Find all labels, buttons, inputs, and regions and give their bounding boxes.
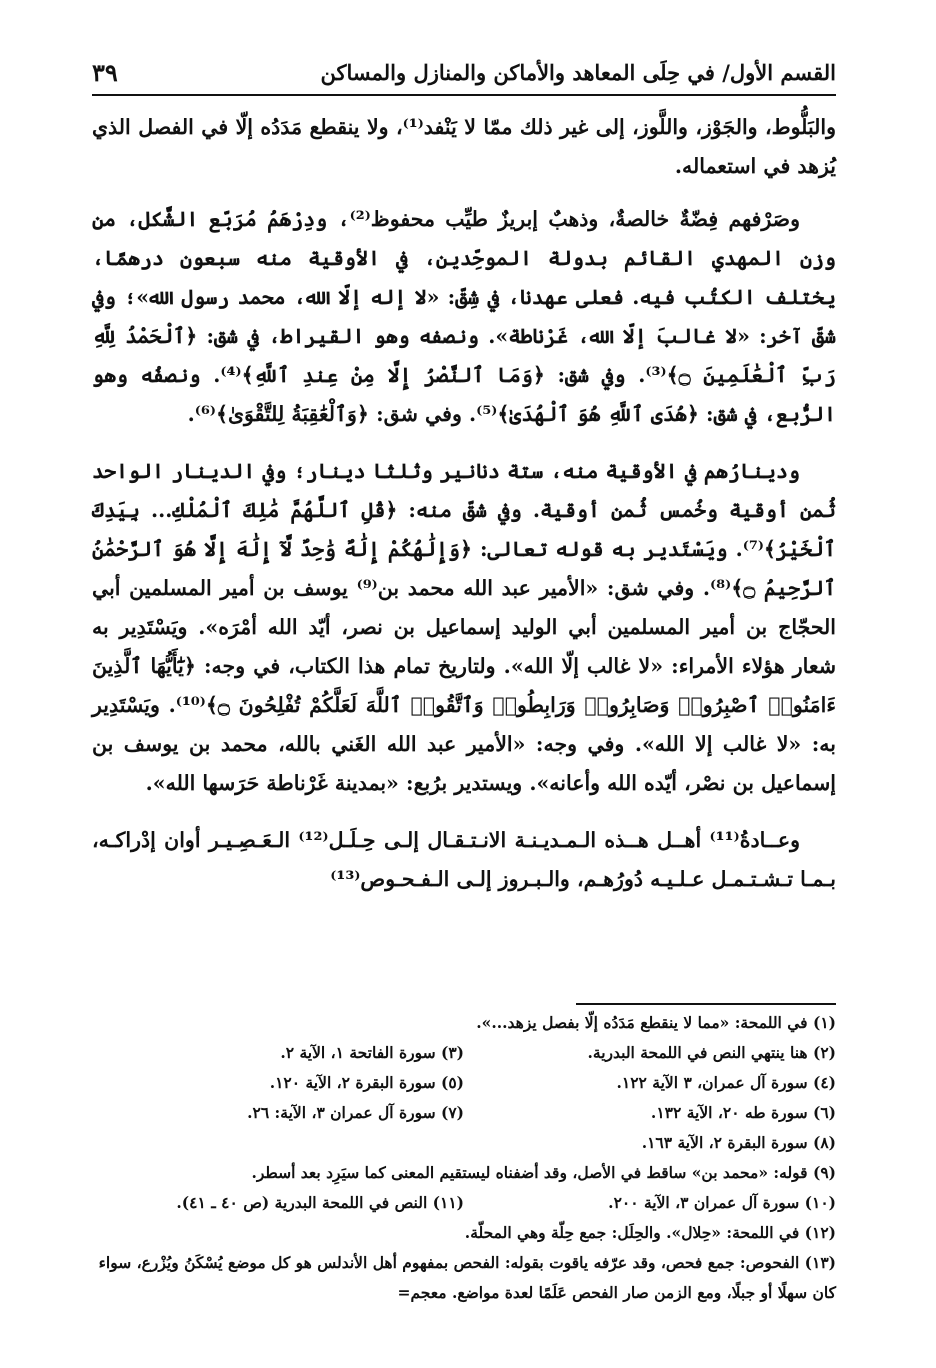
footnote: (٨) سورة البقرة ٢، الآية ١٦٣. — [641, 1133, 836, 1152]
footnote-line — [92, 1098, 836, 1128]
footnote-line — [92, 1038, 836, 1068]
footnote-line — [92, 1188, 836, 1218]
footnote: (٥) سورة البقرة ٢، الآية ١٢٠. — [269, 1073, 464, 1092]
running-header — [92, 52, 836, 92]
paragraph: وعــادةُ⁽¹¹⁾ أهــل هــذه الـمـديـنـة الانـتـقـال إلـى حِـلَـل⁽¹²⁾ الـعَـصِـيـر أوان إدْراكـه، بـمـا تـشـتـمـل عـلـيـه دُورُهـم، والـبـروز إلـى الـفـحـوص⁽¹³⁾ — [92, 828, 836, 891]
page-number: ٣٩ — [92, 57, 118, 87]
paragraph: وصَرْفهم فِضّةٌ خالصةٌ، وذهبٌ إبريزٌ طيِّب محفوظ⁽²⁾، ودِرْهَمُ مُرَبّع الشَّكل، من وزن المهدي القائم بدولة الموحِّدين، في الأوقية منه سبعون درهمًا، يختلف الكتُب فيه. فعلى عهدنا، في شِقّ: «لا إله إلّا الله، محمد رسول الله»؛ وفي شقّ آخر: «لا غالبَ إلّا الله، غَرْناطة». ونصفه وهو القيراط، في شق: ﴿ٱلْحَمْدُ لِلَّهِ رَبِّ ٱلْعَٰلَمِينَ ۝﴾⁽³⁾. وفي شق: ﴿وَمَا ٱلنَّصْرُ إِلَّا مِنْ عِندِ ٱللَّهِ﴾⁽⁴⁾. ونصفُه وهو الرُّبع، في شق: ﴿هُدَى ٱللَّهِ هُوَ ٱلْهُدَىٰ﴾⁽⁵⁾. وفي شق: ﴿وَٱلْعَٰقِبَةُ لِلتَّقْوَىٰ﴾⁽⁶⁾. — [92, 207, 836, 426]
footnote: (٦) سورة طه ٢٠، الآية ١٣٢. — [650, 1103, 836, 1122]
footnote-rule — [576, 1003, 836, 1005]
footnote: (١١) النص في اللمحة البدرية (ص ٤٠ ـ ٤١). — [176, 1193, 464, 1212]
main-text — [92, 108, 836, 917]
footnote: (٩) قوله: «محمد بن» ساقط في الأصل، وقد أضفناه ليستقيم المعنى كما سيَرِد بعد أسطر. — [251, 1163, 836, 1182]
paragraph: ودينارُهم في الأوقية منه، ستة دنانير وثلثا دينار؛ وفي الدينار الواحد ثُمن أوقية وخُمس ثُمن أوقية. وفي شقّ منه: ﴿قُلِ ٱللَّهُمَّ مَٰلِكَ ٱلْمُلْكِ... بِيَدِكَ ٱلْخَيْرُ﴾⁽⁷⁾. ويَسْتَدير به قوله تعالى: ﴿وَإِلَٰهُكُمْ إِلَٰهٌ وَٰحِدٌ لَّآ إِلَٰهَ إِلَّا هُوَ ٱلرَّحْمَٰنُ ٱلرَّحِيمُ ۝﴾⁽⁸⁾. وفي شق: «الأمير عبد الله محمد بن⁽⁹⁾ يوسف بن أمير المسلمين أبي الحجّاج بن أمير المسلمين أبي الوليد إسماعيل بن نصر، أيّد الله أمْرَه». ويَسْتَدِير به شعار هؤلاء الأمراء: «لا غالب إلّا الله». ولتاريخ تمام هذا الكتاب، في وجه: ﴿يَٰٓأَيُّهَا ٱلَّذِينَ ءَامَنُوا۟ ٱصْبِرُوا۟ وَصَابِرُوا۟ وَرَابِطُوا۟ وَٱتَّقُوا۟ ٱللَّهَ لَعَلَّكُمْ تُفْلِحُونَ ۝﴾⁽¹⁰⁾. ويَسْتَدِير به: «لا غالب إلا الله». وفي وجه: «الأمير عبد الله الغَني بالله، محمد بن يوسف بن إسماعيل بن نصْر، أيّده الله وأعانه». ويستدير برُبع: «بمدينة غَرْناطة حَرَسها الله». — [92, 459, 836, 795]
footnote: (١) في اللمحة: «مما لا ينقطع مَدَدُه إلّا بفصل يزهد...». — [476, 1013, 836, 1032]
footnote-line — [92, 1008, 836, 1038]
footnote: (١٠) سورة آل عمران ٣، الآية ٢٠٠. — [608, 1193, 836, 1212]
footnote: (٣) سورة الفاتحة ١، الآية ٢. — [280, 1043, 464, 1062]
footnote-line — [92, 1068, 836, 1098]
footnotes — [92, 1008, 836, 1308]
footnote-line — [92, 1248, 836, 1308]
footnote-line — [92, 1218, 836, 1248]
footnote-line — [92, 1128, 836, 1158]
header-title: القسم الأول/ في حِلَى المعاهد والأماكن والمنازل والمساكن — [320, 59, 836, 85]
footnote: (٢) هنا ينتهي النص في اللمحة البدرية. — [587, 1043, 836, 1062]
footnote: (١٣) الفحوص: جمع فحص، وقد عرّفه ياقوت بقوله: الفحص بمفهوم أهل الأندلس هو كل موضع يُسْكَنُ ويُزْرع، سواء كان سهلًا أو جبلًا، ومع الزمن صار الفحص عَلَمًا لعدة مواضع. معجم= — [98, 1253, 836, 1302]
header-rule — [92, 94, 836, 96]
footnote: (١٢) في اللمحة: «حِلال». والحِلَل: جمع حِلّة وهي المحلّة. — [464, 1223, 836, 1242]
footnote: (٧) سورة آل عمران ٣، الآية: ٢٦. — [247, 1103, 464, 1122]
footnote: (٤) سورة آل عمران، ٣ الآية ١٢٢. — [616, 1073, 836, 1092]
footnote-line — [92, 1158, 836, 1188]
paragraph: والبَلُّوط، والجَوْز، واللَّوز، إلى غير ذلك ممّا لا يَنْفد⁽¹⁾، ولا ينقطع مَدَدُه إلّا في الفصل الذي يُزهد في استعماله. — [92, 115, 836, 178]
